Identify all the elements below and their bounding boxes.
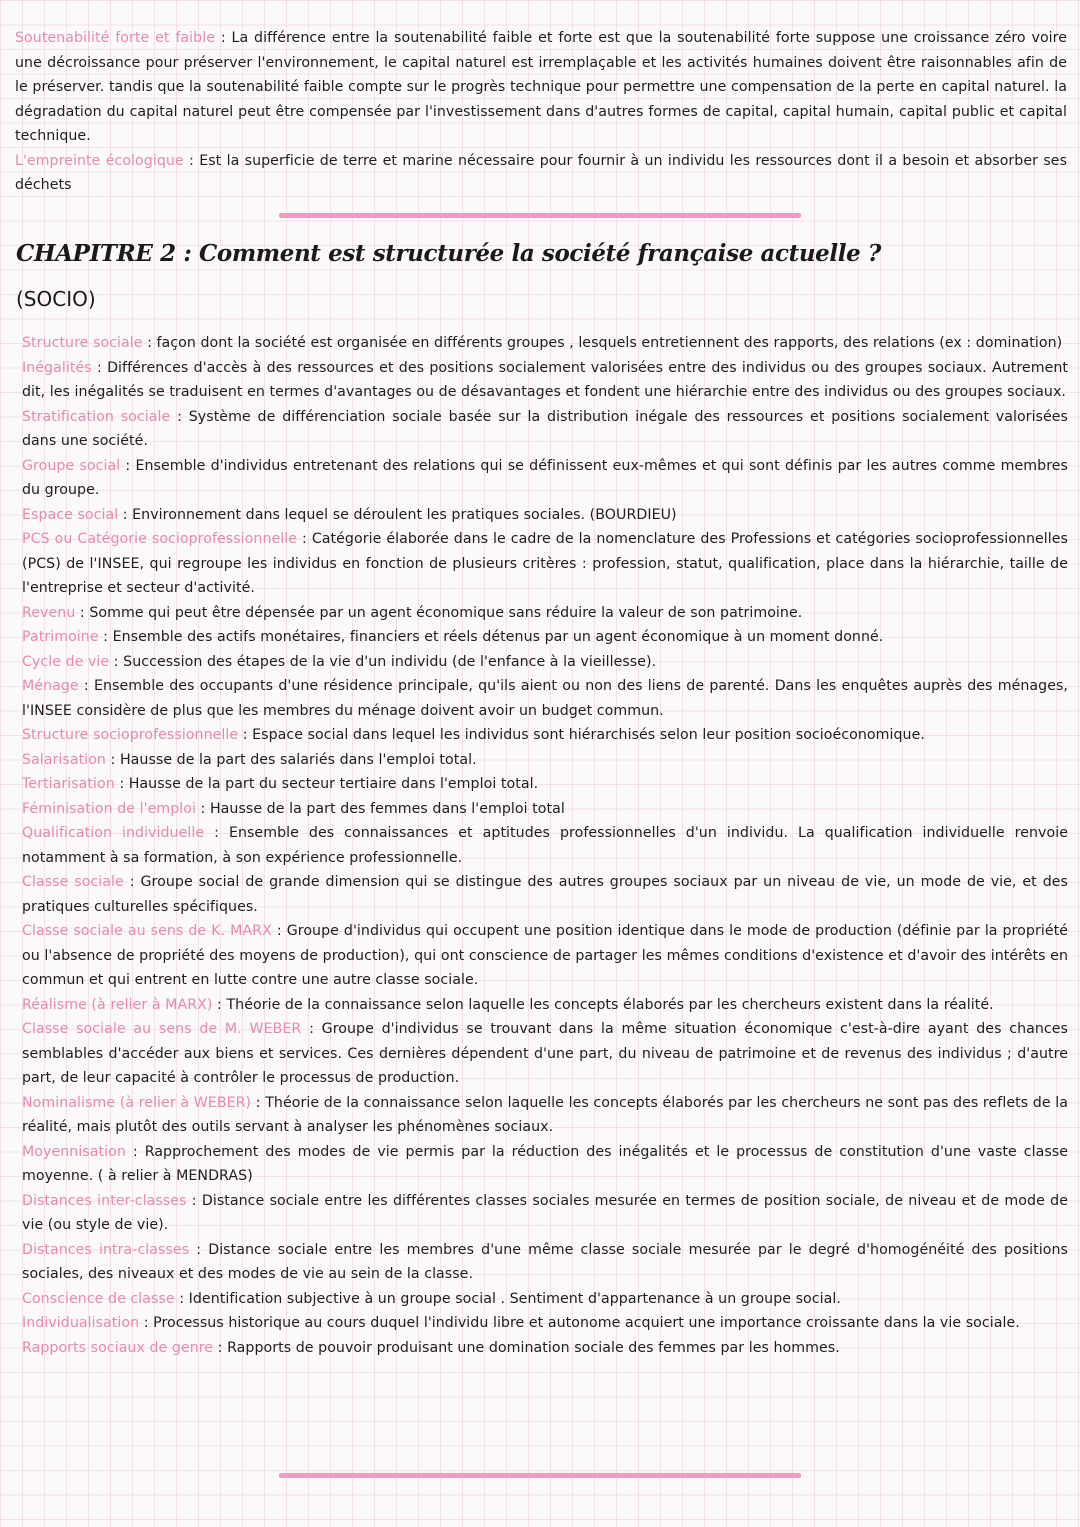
definition-term: Revenu <box>22 604 76 621</box>
definition-text: Rapports de pouvoir produisant une domination sociale des femmes par les hommes. <box>227 1339 840 1356</box>
definition-entry <box>22 601 1068 626</box>
separator: : <box>120 457 136 474</box>
separator: : <box>212 996 227 1013</box>
definition-term: Groupe social <box>22 457 121 474</box>
definition-term: Patrimoine <box>22 629 99 645</box>
definition-entry <box>15 149 1067 198</box>
separator: : <box>204 825 229 841</box>
definition-entry <box>22 1091 1068 1140</box>
separator: : <box>271 923 287 939</box>
separator: : <box>125 1143 145 1160</box>
definition-text: façon dont la société est organisée en différents groupes , lesquels entretiennent des rapports, des relations (ex : domination) <box>156 335 1063 351</box>
section-divider <box>279 213 801 218</box>
separator: : <box>114 776 129 792</box>
definition-term: PCS ou Catégorie socioprofessionnelle <box>22 531 298 547</box>
definition-entry <box>22 1238 1068 1287</box>
definition-entry <box>22 797 1068 822</box>
separator: : <box>301 1021 322 1037</box>
definition-entry <box>22 454 1068 503</box>
definition-entry <box>22 821 1068 870</box>
definition-text: Rapprochement des modes de vie permis par la réduction des inégalités et le processus de constitution d'une vaste classe moyenne. ( à relier à MENDRAS) <box>22 1143 1069 1184</box>
definition-text: Groupe social de grande dimension qui se distingue des autres groupes sociaux par un niveau de vie, un mode de vie, et des pratiques culturelles spécifiques. <box>22 874 1068 915</box>
definition-text: La différence entre la soutenabilité faible et forte est que la soutenabilité forte suppose une croissance zéro voire une décroissance pour préserver l'environnement, le capital naturel est irremplaçable et les activités humaines doivent être raisonnables afin de le préserver. tandis que la soutenabilité faible compte sur le progrès technique pour permettre une compensation de la perte en capital naturel. la dégradation du capital naturel peut être compensée par l'investissement dans d'autres formes de capital, capital humain, capital public et capital technique. <box>15 30 1068 144</box>
definition-text: Est la superficie de terre et marine nécessaire pour fournir à un individu les ressources dont il a besoin et absorber ses déchets <box>15 152 1068 193</box>
separator: : <box>98 629 113 645</box>
definition-term: Moyennisation <box>22 1143 126 1160</box>
definition-text: Théorie de la connaissance selon laquelle les concepts élaborés par les chercheurs existent dans la réalité. <box>226 996 994 1013</box>
separator: : <box>91 359 108 376</box>
definition-text: Ensemble des connaissances et aptitudes professionnelles d'un individu. La qualification individuelle renvoie notamment à sa formation, à son expérience professionnelle. <box>22 825 1068 866</box>
definition-text: Ensemble des actifs monétaires, financiers et réels détenus par un agent économique à un moment donné. <box>112 629 884 645</box>
definition-term: Réalisme (à relier à MARX) <box>22 996 213 1013</box>
definition-text: Différences d'accès à des ressources et des positions socialement valorisées entre des individus ou des groupes sociaux. Autrement dit, les inégalités se traduisent en termes d'avantages ou de désavantages et fondent une hiérarchie entre des individus ou des groupes sociaux. <box>22 359 1069 400</box>
definition-term: Inégalités <box>22 359 92 376</box>
definition-text: Identification subjective à un groupe social . Sentiment d'appartenance à un groupe social. <box>188 1290 841 1307</box>
definition-text: Distance sociale entre les différentes classes sociales mesurée en termes de position sociale, de niveau et de mode de vie (ou style de vie). <box>22 1192 1068 1233</box>
definition-entry <box>22 1311 1068 1336</box>
separator: : <box>189 1241 209 1258</box>
definition-term: Structure socioprofessionnelle <box>22 727 239 743</box>
definition-term: L'empreinte écologique <box>15 152 184 169</box>
definition-entry <box>15 26 1067 149</box>
definition-text: Succession des étapes de la vie d'un individu (de l'enfance à la vieillesse). <box>123 653 657 670</box>
section-definitions <box>22 331 1068 1360</box>
definition-term: Féminisation de l'emploi <box>22 800 196 817</box>
definition-entry <box>22 331 1068 356</box>
definition-text: Espace social dans lequel les individus sont hiérarchisés selon leur position socioéconomique. <box>252 727 925 743</box>
definition-text: Ensemble d'individus entretenant des relations qui se définissent eux-mêmes et qui sont définis par les autres comme membres du groupe. <box>22 457 1069 498</box>
definition-text: Groupe d'individus se trouvant dans la même situation économique c'est-à-dire ayant des chances semblables d'accéder aux biens et services. Ces dernières dépendent d'une part, du niveau de patrimoine et de revenus des individus ; d'autre part, de leur capacité à contrôler le processus de production. <box>22 1021 1069 1086</box>
definition-term: Rapports sociaux de genre <box>22 1339 214 1356</box>
separator: : <box>238 727 253 743</box>
definition-term: Classe sociale au sens de M. WEBER <box>22 1021 302 1037</box>
definition-term: Qualification individuelle <box>22 825 205 841</box>
separator: : <box>109 653 124 670</box>
separator: : <box>75 604 90 621</box>
chapter-subtitle: (SOCIO) <box>16 287 96 311</box>
definition-entry <box>22 650 1068 675</box>
definition-text: Environnement dans lequel se déroulent les pratiques sociales. (BOURDIEU) <box>132 506 677 523</box>
definition-text: Processus historique au cours duquel l'individu libre et autonome acquiert une importance croissante dans la vie sociale. <box>153 1315 1020 1331</box>
separator: : <box>170 408 189 425</box>
definition-entry <box>22 870 1068 919</box>
definition-term: Distances intra-classes <box>22 1241 190 1258</box>
definition-entry <box>22 723 1068 748</box>
definition-entry <box>22 674 1068 723</box>
section-sustainability <box>15 26 1067 198</box>
separator: : <box>215 30 232 46</box>
definition-term: Salarisation <box>22 751 106 768</box>
definition-entry <box>22 1189 1068 1238</box>
definition-entry <box>22 503 1068 528</box>
definition-entry <box>22 1336 1068 1361</box>
definition-term: Classe sociale <box>22 874 124 890</box>
separator: : <box>118 506 133 523</box>
definition-entry <box>22 625 1068 650</box>
definition-term: Distances inter-classes <box>22 1192 187 1209</box>
definition-text: Théorie de la connaissance selon laquelle les concepts élaborés par les chercheurs ne sont pas des reflets de la réalité, mais plutôt des outils servant à analyser les phénomènes sociaux. <box>22 1094 1068 1135</box>
definition-text: Hausse de la part des femmes dans l'emploi total <box>209 800 565 817</box>
separator: : <box>139 1315 154 1331</box>
definition-text: Catégorie élaborée dans le cadre de la nomenclature des Professions et catégories socioprofessionnelles (PCS) de l'INSEE, qui regroupe les individus en fonction de plusieurs critères : profession, statut, qualification, place dans la hiérarchie, taille de l'entreprise et secteur d'activité. <box>22 531 1068 596</box>
definition-text: Groupe d'individus qui occupent une position identique dans le mode de production (définie par la propriété ou l'absence de propriété des moyens de production), qui ont conscience de partager les mêmes conditions d'existence et d'avoir des intérêts en commun et qui entrent en lutte contre une autre classe sociale. <box>22 923 1069 988</box>
definition-entry <box>22 527 1068 601</box>
definition-term: Tertiarisation <box>22 776 115 792</box>
definition-text: Ensemble des occupants d'une résidence principale, qu'ils aient ou non des liens de parenté. Dans les enquêtes auprès des ménages, l'INSEE considère de plus que les membres du ménage doivent avoir un budget commun. <box>22 678 1068 719</box>
definition-term: Ménage <box>22 678 79 694</box>
section-divider <box>279 1473 801 1478</box>
chapter-title: CHAPITRE 2 : Comment est structurée la société française actuelle ? <box>16 240 882 267</box>
separator: : <box>105 751 120 768</box>
definition-term: Conscience de classe <box>22 1290 175 1307</box>
definition-entry <box>22 1140 1068 1189</box>
separator: : <box>123 874 141 890</box>
separator: : <box>213 1339 228 1356</box>
definition-term: Espace social <box>22 506 119 523</box>
definition-entry <box>22 919 1068 993</box>
definition-term: Cycle de vie <box>22 653 110 670</box>
separator: : <box>251 1094 266 1111</box>
definition-entry <box>22 1017 1068 1091</box>
definition-text: Hausse de la part des salariés dans l'emploi total. <box>119 751 477 768</box>
separator: : <box>183 152 200 169</box>
separator: : <box>196 800 210 817</box>
definition-term: Stratification sociale <box>22 408 171 425</box>
separator: : <box>174 1290 189 1307</box>
definition-term: Classe sociale au sens de K. MARX <box>22 923 272 939</box>
definition-term: Nominalisme (à relier à WEBER) <box>22 1094 252 1111</box>
definition-entry <box>22 1287 1068 1312</box>
definition-text: Système de différenciation sociale basée sur la distribution inégale des ressources et positions socialement valorisées dans une société. <box>22 408 1069 449</box>
definition-text: Hausse de la part du secteur tertiaire dans l'emploi total. <box>128 776 539 792</box>
separator: : <box>186 1192 202 1209</box>
definition-text: Distance sociale entre les membres d'une même classe sociale mesurée par le degré d'homogénéité des positions sociales, des niveaux et des modes de vie au sein de la classe. <box>22 1241 1068 1282</box>
definition-entry <box>22 405 1068 454</box>
definition-term: Soutenabilité forte et faible <box>15 30 215 46</box>
definition-text: Somme qui peut être dépensée par un agent économique sans réduire la valeur de son patrimoine. <box>89 604 803 621</box>
definition-term: Structure sociale <box>22 335 143 351</box>
definition-entry <box>22 993 1068 1018</box>
definition-entry <box>22 356 1068 405</box>
definition-term: Individualisation <box>22 1315 140 1331</box>
definition-entry <box>22 772 1068 797</box>
separator: : <box>142 335 157 351</box>
separator: : <box>297 531 312 547</box>
separator: : <box>78 678 94 694</box>
definition-entry <box>22 748 1068 773</box>
